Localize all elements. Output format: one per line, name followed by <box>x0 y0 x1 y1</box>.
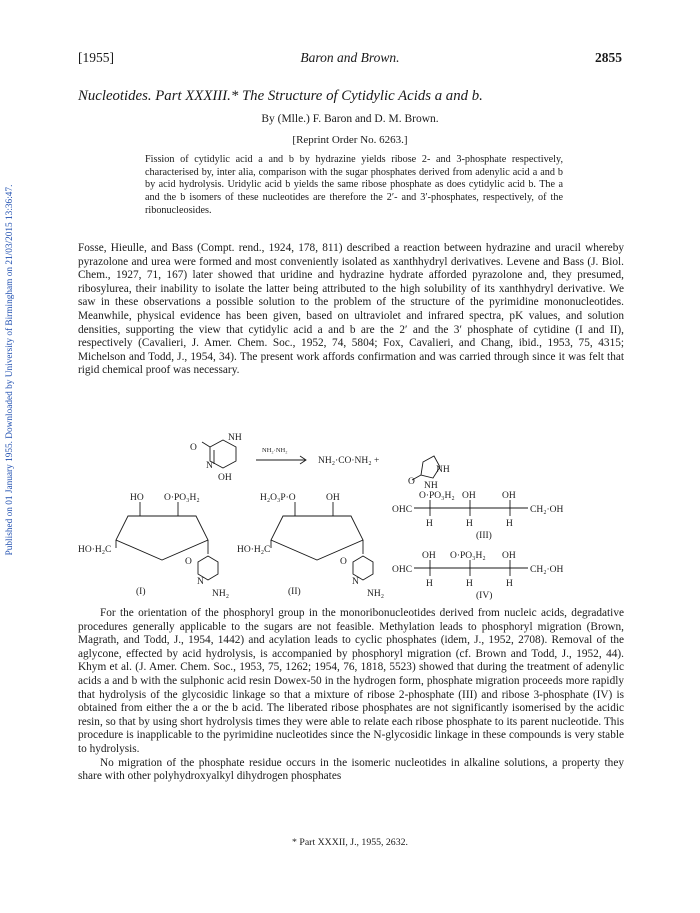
footnote: * Part XXXII, J., 1955, 2632. <box>292 837 408 848</box>
iv-ch2oh-label: CH₂·OH <box>530 565 564 575</box>
body-text-continued <box>78 607 624 784</box>
i-n-label: N <box>197 577 204 587</box>
label-iii: (III) <box>476 531 492 541</box>
iii-h-1: H <box>426 519 433 529</box>
label-ii: (II) <box>288 587 301 597</box>
iii-h-3: H <box>506 519 513 529</box>
i-o-label: O <box>185 557 192 567</box>
i-ho-label: HO <box>130 493 144 503</box>
label-iv: (IV) <box>476 591 493 601</box>
reprint-order: [Reprint Order No. 6263.] <box>292 134 408 146</box>
pyrazolone-o-label: O <box>408 477 415 487</box>
iv-ohc-label: OHC <box>392 565 413 575</box>
abstract: Fission of cytidylic acid a and b by hydrazine yields ribose 2- and 3-phosphate respectively, characterised by, inter alia, comparison with the sugar phosphates derived from adenylic acid a and b by acid hydrolysis. Uridylic acid b yields the same ribose phosphate as does cytidylic acid b. The a and the b isomers of these nucleotides are therefore the 2′- and 3′-phosphates, respectively, of the ribonucleosides. <box>145 154 563 216</box>
body-paragraph-1: Fosse, Hieulle, and Bass (Compt. rend., 1924, 178, 811) described a reaction between hydrazine and uracil whereby pyrazolone and urea were formed and most conveniently isolated as xanthhydryl derivatives. Levene and Bass (J. Biol. Chem., 1927, 71, 167) later showed that uridine and hydrazine hydrate afforded pyrazolone and, they presumed, ribosylurea, their inability to isolate the latter being attributed to the high solubility of its xanthhydryl derivative. We saw in these observations a possible solution to the problem of the structure of the pyrimidine mononucleotides. Meanwhile, physical evidence has been given, based on ultraviolet and infrared spectra, pK values, and solution densities, supporting the view that cytidylic acid a and b are the 2′ and the 3′ phosphate of cytidine (I and II), respectively (Cavalieri, J. Amer. Chem. Soc., 1952, 74, 5804; Fox, Cavalieri, and Chang, ibid., 1953, 75, 4315; Michelson and Todd, J., 1954, 34). The present work affords confirmation and was carried through since it was felt that rigid chemical proof was necessary. <box>78 242 624 377</box>
iii-phosphate-label: O·PO₃H₂ <box>419 491 455 501</box>
iii-ch2oh-label: CH₂·OH <box>530 505 564 515</box>
chemical-scheme <box>78 428 624 603</box>
uracil-n-label: N <box>206 461 213 471</box>
label-i: (I) <box>136 587 146 597</box>
iii-h-2: H <box>466 519 473 529</box>
ribose-ring-ii <box>271 516 363 560</box>
download-watermark <box>2 150 18 590</box>
iv-phosphate-label: O·PO₃H₂ <box>450 551 486 561</box>
header-year: [1955] <box>78 50 114 65</box>
i-phosphate-label: O·PO₃H₂ <box>164 493 200 503</box>
pyrazolone-nh-label: NH <box>436 465 450 475</box>
reaction-diagram <box>78 428 624 603</box>
page-number: 2855 <box>595 50 622 65</box>
iii-ohc-label: OHC <box>392 505 413 515</box>
uracil-oh-label: OH <box>218 473 232 483</box>
iv-oh-1: OH <box>422 551 436 561</box>
ii-oh-label: OH <box>326 493 340 503</box>
download-notice: Published on 01 January 1955. Downloaded by University of Birmingham on 21/03/2015 13:36:47. <box>5 184 15 556</box>
running-header <box>78 50 622 70</box>
iii-oh-1: OH <box>462 491 476 501</box>
iv-oh-2: OH <box>502 551 516 561</box>
urea-product: NH₂·CO·NH₂ + <box>318 456 380 466</box>
iv-h-1: H <box>426 579 433 589</box>
body-paragraph-2: For the orientation of the phosphoryl group in the monoribonucleotides derived from nucleic acids, degradative procedures generally applicable to the sugars are not feasible. Methylation leads to phosphoryl migration (Brown, Magrath, and Todd, J., 1954, 1442) and acylation leads to cyclic phosphates (idem, J., 1952, 2708). Removal of the aglycone, effected by acid hydrolysis, is accompanied by phosphoryl migration (cf. Brown and Todd, J., 1952, 44). Khym et al. (J. Amer. Chem. Soc., 1953, 75, 1262; 1954, 76, 1818, 5523) showed that during the treatment of adenylic acids a and b with the sulphonic acid resin Dowex-50 in the hydrogen form, phosphate migration proceeds more rapidly that hydrolysis of the glycosidic linkage so that a mixture of ribose 2-phosphate (III) and ribose 3-phosphate (IV) is obtained from either the a or the b acid. The liberated ribose phosphates are not significantly isomerised by the acidic resin, so that by using short hydrolysis times they were able to relate each ribose phosphate to its parent nucleotide. This procedure is inapplicable to the pyrimidine nucleotides since the N-glycosidic linkage in these compounds is very stable to hydrolysis. <box>78 607 624 755</box>
iii-oh-2: OH <box>502 491 516 501</box>
ribose-ring-i <box>116 516 208 560</box>
ii-hoh2c-label: HO·H₂C <box>237 545 271 555</box>
author-byline: By (Mlle.) F. Baron and D. M. Brown. <box>261 113 439 125</box>
uracil-o-label: O <box>190 443 197 453</box>
pyrazolone-nh2-label: NH <box>424 481 438 491</box>
body-paragraph-3: No migration of the phosphate residue occurs in the isomeric nucleotides in alkaline solutions, a property they share with other polyhydroxyalkyl dihydrogen phosphates <box>78 756 624 783</box>
ii-n-label: N <box>352 577 359 587</box>
article-title: Nucleotides. Part XXXIII.* The Structure of Cytidylic Acids a and b. <box>78 88 483 104</box>
header-authors: Baron and Brown. <box>300 50 400 65</box>
ii-phosphate-label: H₂O₃P·O <box>260 493 296 503</box>
ii-o-label: O <box>340 557 347 567</box>
i-hoh2c-label: HO·H₂C <box>78 545 112 555</box>
hydrazine-reagent: NH₂·NH₂ <box>262 447 288 454</box>
iv-h-3: H <box>506 579 513 589</box>
ii-nh2-label: NH₂ <box>367 589 385 599</box>
i-nh2-label: NH₂ <box>212 589 230 599</box>
uracil-nh-label: NH <box>228 433 242 443</box>
iv-h-2: H <box>466 579 473 589</box>
